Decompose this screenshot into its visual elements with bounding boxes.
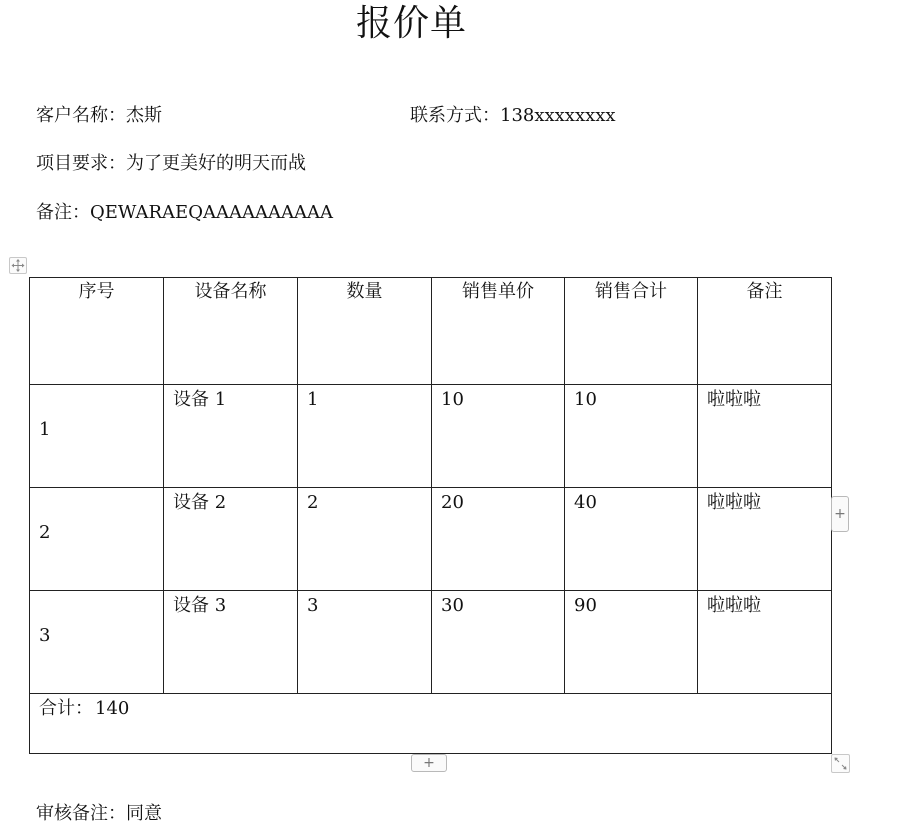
cell-device-name[interactable]: 设备 2	[164, 488, 298, 591]
cell-subtotal[interactable]: 40	[565, 488, 698, 591]
requirement-value: 为了更美好的明天而战	[126, 153, 306, 174]
header-device-name[interactable]: 设备名称	[164, 278, 298, 385]
cell-subtotal[interactable]: 10	[565, 385, 698, 488]
total-value: 140	[95, 698, 130, 719]
table-row	[30, 488, 832, 591]
cell-index[interactable]: 2	[30, 488, 164, 591]
cell-quantity[interactable]: 3	[298, 591, 432, 694]
remark-value: QEWARAEQAAAAAAAAAA	[90, 202, 333, 223]
remark-label: 备注：	[36, 202, 90, 223]
cell-note[interactable]: 啦啦啦	[698, 385, 832, 488]
total-cell[interactable]	[30, 694, 832, 754]
review-value: 同意	[126, 803, 162, 824]
cell-device-name[interactable]: 设备 1	[164, 385, 298, 488]
header-index[interactable]: 序号	[30, 278, 164, 385]
cell-note[interactable]: 啦啦啦	[698, 488, 832, 591]
cell-unit-price[interactable]: 10	[432, 385, 565, 488]
contact-value: 138xxxxxxxx	[500, 105, 616, 126]
review-label: 审核备注：	[36, 803, 126, 824]
table-row	[30, 591, 832, 694]
cell-quantity[interactable]: 2	[298, 488, 432, 591]
cell-index[interactable]: 1	[30, 385, 164, 488]
add-column-button[interactable]: +	[831, 496, 849, 532]
resize-icon[interactable]	[831, 754, 850, 773]
review-field	[36, 801, 162, 827]
customer-label: 客户名称：	[36, 105, 126, 126]
header-unit-price[interactable]: 销售单价	[432, 278, 565, 385]
remark-field	[36, 200, 333, 226]
total-label: 合计：	[39, 698, 93, 719]
move-icon[interactable]	[9, 257, 27, 274]
customer-field	[36, 103, 162, 129]
table-header-row	[30, 278, 832, 385]
header-subtotal[interactable]: 销售合计	[565, 278, 698, 385]
cell-unit-price[interactable]: 30	[432, 591, 565, 694]
quote-table	[29, 277, 832, 754]
contact-field	[410, 103, 616, 129]
contact-label: 联系方式：	[410, 105, 500, 126]
requirement-field	[36, 151, 306, 177]
cell-unit-price[interactable]: 20	[432, 488, 565, 591]
header-quantity[interactable]: 数量	[298, 278, 432, 385]
cell-device-name[interactable]: 设备 3	[164, 591, 298, 694]
cell-note[interactable]: 啦啦啦	[698, 591, 832, 694]
document-title: 报价单	[355, 3, 467, 44]
customer-value: 杰斯	[126, 105, 162, 126]
cell-index[interactable]: 3	[30, 591, 164, 694]
add-row-button[interactable]: +	[411, 754, 447, 772]
cell-quantity[interactable]: 1	[298, 385, 432, 488]
table-total-row	[30, 694, 832, 754]
cell-subtotal[interactable]: 90	[565, 591, 698, 694]
header-note[interactable]: 备注	[698, 278, 832, 385]
requirement-label: 项目要求：	[36, 153, 126, 174]
table-row	[30, 385, 832, 488]
